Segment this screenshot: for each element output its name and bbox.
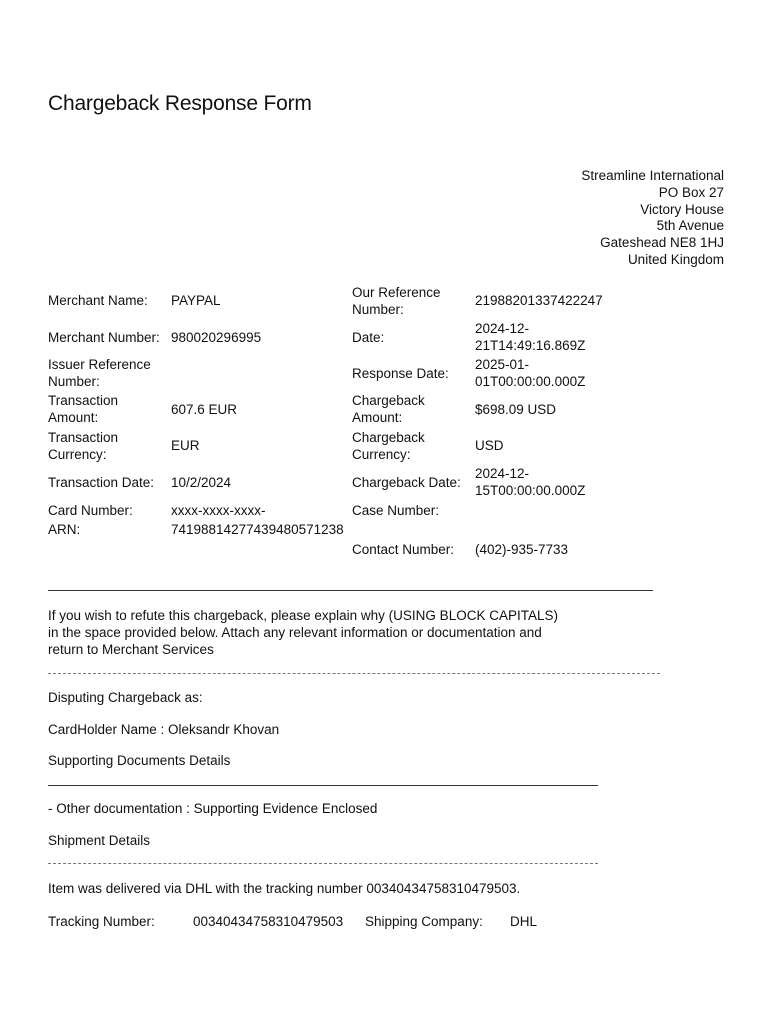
arn-label: ARN: [48, 522, 81, 537]
chargeback-amount-label [352, 393, 425, 426]
card-number-value: xxxx-xxxx-xxxx- [171, 503, 266, 518]
company-address [581, 168, 724, 269]
transaction-currency-value: EUR [171, 438, 200, 453]
disputing-label: Disputing Chargeback as: [48, 690, 203, 705]
case-number-label: Case Number: [352, 503, 440, 518]
label-line: Number: [48, 373, 100, 389]
dashed-divider [48, 863, 598, 864]
tracking-number-value: 00340434758310479503 [193, 914, 344, 929]
tracking-number-label: Tracking Number: [48, 914, 155, 929]
label-line: Transaction [48, 430, 119, 445]
supporting-documents-heading: Supporting Documents Details [48, 753, 231, 768]
transaction-amount-value: 607.6 EUR [171, 402, 238, 417]
label-line: Our Reference [352, 285, 441, 300]
instructions-line: in the space provided below. Attach any relevant information or documentation and [48, 624, 542, 640]
chargeback-date-label: Chargeback Date: [352, 475, 461, 490]
transaction-date-label: Transaction Date: [48, 475, 155, 490]
value-line: 2024-12- [475, 321, 530, 336]
shipping-company-label: Shipping Company: [365, 914, 483, 929]
address-line: PO Box 27 [658, 184, 724, 200]
merchant-name-value: PAYPAL [171, 293, 221, 308]
label-line: Currency: [48, 446, 107, 462]
cardholder-name-line: CardHolder Name : Oleksandr Khovan [48, 722, 280, 737]
address-line: Streamline International [581, 168, 724, 183]
instructions-line: If you wish to refute this chargeback, please explain why (USING BLOCK CAPITALS) [48, 608, 558, 623]
contact-number-value: (402)-935-7733 [475, 542, 569, 557]
delivery-statement: Item was delivered via DHL with the tracking number 00340434758310479503. [48, 881, 521, 896]
value-line: 2025-01- [475, 357, 530, 372]
transaction-currency-label [48, 430, 118, 463]
transaction-date-value: 10/2/2024 [171, 475, 232, 490]
instructions-paragraph [48, 608, 648, 658]
chargeback-currency-value: USD [475, 438, 504, 453]
chargeback-currency-label [352, 430, 425, 463]
shipment-details-heading: Shipment Details [48, 833, 151, 848]
value-line: 15T00:00:00.000Z [475, 482, 586, 498]
label-line: Issuer Reference [48, 357, 151, 372]
card-number-label: Card Number: [48, 503, 133, 518]
shipping-company-value: DHL [510, 914, 538, 929]
label-line: Transaction [48, 393, 119, 408]
instructions-line: return to Merchant Services [48, 641, 214, 657]
merchant-name-label: Merchant Name: [48, 293, 148, 308]
value-line: 21T14:49:16.869Z [475, 337, 586, 353]
label-line: Chargeback [352, 430, 425, 445]
date-label: Date: [352, 330, 385, 345]
date-value [475, 321, 585, 354]
divider [48, 590, 653, 591]
address-line: 5th Avenue [656, 218, 724, 234]
address-line: Victory House [640, 201, 724, 217]
our-reference-value: 21988201337422247 [475, 293, 603, 308]
label-line: Chargeback [352, 393, 425, 408]
response-date-label: Response Date: [352, 366, 449, 381]
label-line: Amount: [48, 409, 99, 425]
arn-value: 74198814277439480571238 [171, 522, 344, 537]
merchant-number-label: Merchant Number: [48, 330, 160, 345]
label-line: Currency: [352, 446, 411, 462]
address-line: Gateshead NE8 1HJ [600, 235, 724, 251]
label-line: Amount: [352, 409, 403, 425]
value-line: 2024-12- [475, 466, 530, 481]
merchant-number-value: 980020296995 [171, 330, 262, 345]
address-line: United Kingdom [627, 251, 724, 267]
dashed-divider [48, 673, 660, 674]
chargeback-amount-value: $698.09 USD [475, 402, 557, 417]
other-documentation-line: - Other documentation : Supporting Evidence Enclosed [48, 801, 378, 816]
transaction-amount-label [48, 393, 118, 426]
page-title: Chargeback Response Form [48, 92, 312, 115]
issuer-reference-label [48, 357, 151, 390]
response-date-value [475, 357, 585, 390]
value-line: 01T00:00:00.000Z [475, 373, 586, 389]
our-reference-label [352, 285, 441, 318]
divider [48, 785, 598, 786]
contact-number-label: Contact Number: [352, 542, 455, 557]
chargeback-date-value [475, 466, 585, 499]
label-line: Number: [352, 301, 404, 317]
